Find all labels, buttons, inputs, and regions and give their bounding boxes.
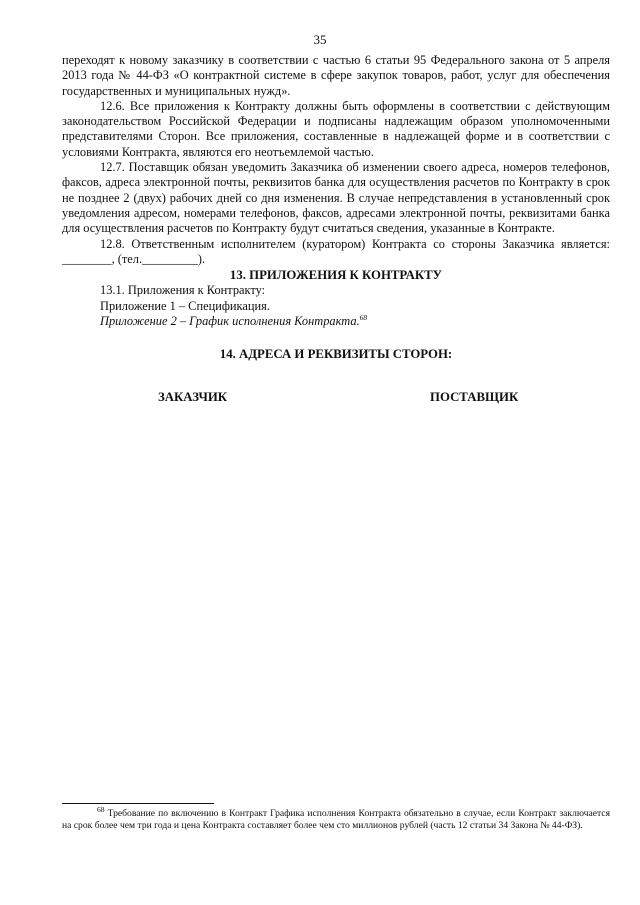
supplier-label: ПОСТАВЩИК	[430, 390, 519, 404]
page-number: 35	[313, 32, 327, 47]
section-13-heading: 13. ПРИЛОЖЕНИЯ К КОНТРАКТУ	[229, 268, 443, 283]
paragraph-12-8: 12.8. Ответственным исполнителем (куратором) Контракта со стороны Заказчика является: ________, (тел._________).	[62, 236, 610, 266]
footnote-divider	[62, 803, 214, 804]
footnote-reference: 68	[359, 312, 368, 322]
footnote	[62, 804, 610, 832]
paragraph-transfer: переходят к новому заказчику в соответствии с частью 6 статьи 95 Федерального закона от 5 апреля 2013 года № 44-ФЗ «О контрактной системе в сфере закупок товаров, работ, услуг для обеспечения государственных и муниципальных нужд».	[62, 53, 610, 98]
footnote-text: Требование по включению в Контракт Графика исполнения Контракта обязательно в случае, если Контракт заключается на срок более чем три года и цена Контракта составляет более чем сто миллионов рублей (часть 12 статьи 34 Закона № 44-ФЗ).	[62, 808, 610, 831]
appendix-2-item	[62, 314, 610, 329]
footnote-body	[62, 804, 610, 832]
section-14-heading: 14. АДРЕСА И РЕКВИЗИТЫ СТОРОН:	[219, 347, 453, 362]
appendix-2-text: Приложение 2 – График исполнения Контракта.	[100, 314, 360, 329]
paragraph-12-6: 12.6. Все приложения к Контракту должны быть оформлены в соответствии с действующим законодательством Российской Федерации и подписаны надлежащим образом уполномоченными представителями Сторон. Все приложения, составленные в надлежащей форме и в соответствии с условиями Контракта, являются его неотъемлемой частью.	[62, 98, 610, 159]
paragraph-12-7: 12.7. Поставщик обязан уведомить Заказчика об изменении своего адреса, номеров телефонов, факсов, адреса электронной почты, реквизитов банка для осуществления расчетов по Контракту в срок не позднее 2 (двух) рабочих дней со дня изменения. В случае непредставления в установленный срок уведомления адресом, номерами телефонов, факсов, адресами электронной почты, реквизитами банка для осуществления расчетов по Контракту будут считаться сведения, указанные в Контракте.	[62, 160, 610, 236]
appendix-1-item: Приложение 1 – Спецификация.	[100, 298, 270, 313]
footnote-marker: 68	[97, 804, 105, 814]
appendices-intro: 13.1. Приложения к Контракту:	[100, 283, 266, 298]
customer-label: ЗАКАЗЧИК	[158, 390, 228, 404]
document-body	[62, 53, 610, 363]
